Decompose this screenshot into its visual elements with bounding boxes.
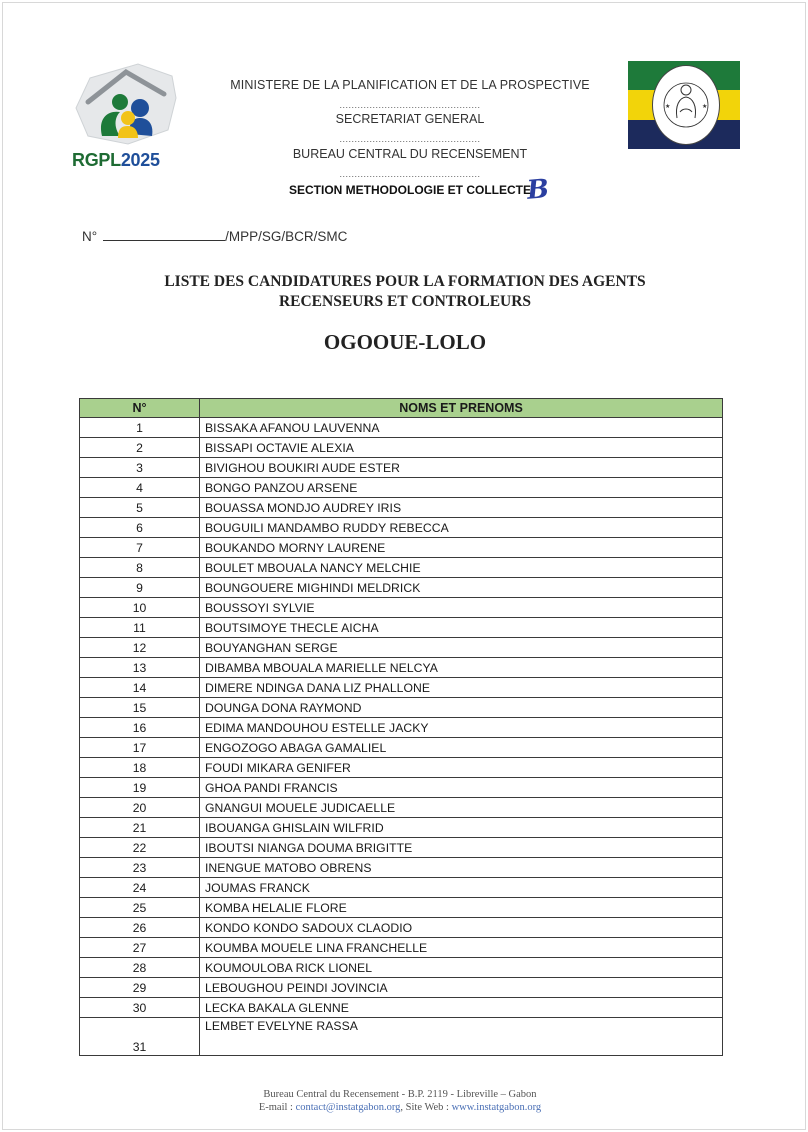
svg-text:★: ★ <box>702 104 708 110</box>
candidate-name: BOULET MBOUALA NANCY MELCHIE <box>200 558 723 578</box>
candidate-name: KONDO KONDO SADOUX CLAODIO <box>200 918 723 938</box>
handwritten-signature-mark: B <box>525 174 551 206</box>
table-row <box>80 538 723 558</box>
row-number: 13 <box>80 658 200 678</box>
table-header-row <box>80 399 723 418</box>
table-row <box>80 458 723 478</box>
row-number: 11 <box>80 618 200 638</box>
candidate-name: DIBAMBA MBOUALA MARIELLE NELCYA <box>200 658 723 678</box>
table-row <box>80 1018 723 1056</box>
row-number: 22 <box>80 838 200 858</box>
table-row <box>80 998 723 1018</box>
candidate-name: GNANGUI MOUELE JUDICAELLE <box>200 798 723 818</box>
table-row <box>80 478 723 498</box>
candidate-name: KOMBA HELALIE FLORE <box>200 898 723 918</box>
table-row <box>80 878 723 898</box>
ministry-name: MINISTERE DE LA PLANIFICATION ET DE LA PROSPECTIVE <box>230 78 590 92</box>
row-number: 30 <box>80 998 200 1018</box>
row-number: 24 <box>80 878 200 898</box>
candidate-name: IBOUANGA GHISLAIN WILFRID <box>200 818 723 838</box>
table-row <box>80 938 723 958</box>
candidate-name: BOUGUILI MANDAMBO RUDDY REBECCA <box>200 518 723 538</box>
candidate-name: KOUMOULOBA RICK LIONEL <box>200 958 723 978</box>
candidate-name: BOUYANGHAN SERGE <box>200 638 723 658</box>
table-row <box>80 698 723 718</box>
row-number: 9 <box>80 578 200 598</box>
candidate-name: EDIMA MANDOUHOU ESTELLE JACKY <box>200 718 723 738</box>
row-number: 25 <box>80 898 200 918</box>
column-header-names: NOMS ET PRENOMS <box>200 399 723 418</box>
row-number: 5 <box>80 498 200 518</box>
reference-number: N° /MPP/SG/BCR/SMC <box>82 229 348 244</box>
row-number: 4 <box>80 478 200 498</box>
candidate-name: INENGUE MATOBO OBRENS <box>200 858 723 878</box>
ministry-header <box>210 76 610 206</box>
table-row <box>80 818 723 838</box>
gabon-republic-emblem <box>628 61 740 149</box>
table-row <box>80 638 723 658</box>
table-row <box>80 598 723 618</box>
table-row <box>80 438 723 458</box>
table-row <box>80 858 723 878</box>
candidate-name: BONGO PANZOU ARSENE <box>200 478 723 498</box>
row-number: 2 <box>80 438 200 458</box>
table-row <box>80 618 723 638</box>
separator-dots: ............................................... <box>339 134 481 144</box>
table-row <box>80 518 723 538</box>
candidate-name: KOUMBA MOUELE LINA FRANCHELLE <box>200 938 723 958</box>
table-row <box>80 778 723 798</box>
candidate-name: BOUKANDO MORNY LAURENE <box>200 538 723 558</box>
candidate-name: JOUMAS FRANCK <box>200 878 723 898</box>
row-number: 28 <box>80 958 200 978</box>
candidate-name: BISSAPI OCTAVIE ALEXIA <box>200 438 723 458</box>
table-row <box>80 898 723 918</box>
footer-contact: E-mail : contact@instatgabon.org, Site Web : www.instatgabon.org <box>258 1102 542 1113</box>
table-row <box>80 658 723 678</box>
row-number: 29 <box>80 978 200 998</box>
table-row <box>80 978 723 998</box>
table-row <box>80 758 723 778</box>
candidate-name: BISSAKA AFANOU LAUVENNA <box>200 418 723 438</box>
table-row <box>80 958 723 978</box>
candidate-name: BOUNGOUERE MIGHINDI MELDRICK <box>200 578 723 598</box>
bureau-name: BUREAU CENTRAL DU RECENSEMENT <box>292 147 528 161</box>
table-row <box>80 798 723 818</box>
table-row <box>80 718 723 738</box>
candidate-name: DOUNGA DONA RAYMOND <box>200 698 723 718</box>
candidate-name: ENGOZOGO ABAGA GAMALIEL <box>200 738 723 758</box>
row-number: 7 <box>80 538 200 558</box>
row-number: 3 <box>80 458 200 478</box>
table-row <box>80 418 723 438</box>
row-number: 18 <box>80 758 200 778</box>
table-row <box>80 918 723 938</box>
row-number: 21 <box>80 818 200 838</box>
candidate-name: FOUDI MIKARA GENIFER <box>200 758 723 778</box>
candidate-name: BOUASSA MONDJO AUDREY IRIS <box>200 498 723 518</box>
footer-address: Bureau Central du Recensement - B.P. 2119 - Libreville – Gabon <box>263 1089 537 1100</box>
table-row <box>80 558 723 578</box>
row-number: 15 <box>80 698 200 718</box>
candidate-name: GHOA PANDI FRANCIS <box>200 778 723 798</box>
candidate-name: LEMBET EVELYNE RASSA <box>200 1018 723 1056</box>
separator-dots: ............................................... <box>339 100 481 110</box>
page-footer <box>200 1088 600 1114</box>
row-number: 20 <box>80 798 200 818</box>
candidate-name: LEBOUGHOU PEINDI JOVINCIA <box>200 978 723 998</box>
table-row <box>80 578 723 598</box>
column-header-number: N° <box>80 399 200 418</box>
candidate-name: IBOUTSI NIANGA DOUMA BRIGITTE <box>200 838 723 858</box>
svg-text:★: ★ <box>665 104 671 110</box>
rgpl-logo <box>68 58 188 176</box>
table-row <box>80 738 723 758</box>
candidate-name: BOUTSIMOYE THECLE AICHA <box>200 618 723 638</box>
row-number: 31 <box>80 1018 200 1056</box>
reference-blank-line <box>103 228 225 241</box>
candidate-name: DIMERE NDINGA DANA LIZ PHALLONE <box>200 678 723 698</box>
row-number: 19 <box>80 778 200 798</box>
email-link[interactable]: contact@instatgabon.org <box>295 1102 401 1113</box>
rgpl-logo-text: RGPL2025 <box>72 150 160 170</box>
candidate-name: BIVIGHOU BOUKIRI AUDE ESTER <box>200 458 723 478</box>
region-title: OGOOUE-LOLO <box>323 330 487 354</box>
republic-seal-icon <box>652 65 720 145</box>
row-number: 12 <box>80 638 200 658</box>
row-number: 6 <box>80 518 200 538</box>
row-number: 17 <box>80 738 200 758</box>
separator-dots: ............................................... <box>339 169 481 179</box>
row-number: 10 <box>80 598 200 618</box>
row-number: 8 <box>80 558 200 578</box>
row-number: 16 <box>80 718 200 738</box>
row-number: 27 <box>80 938 200 958</box>
table-row <box>80 678 723 698</box>
candidate-name: LECKA BAKALA GLENNE <box>200 998 723 1018</box>
website-link[interactable]: www.instatgabon.org <box>451 1102 542 1113</box>
row-number: 23 <box>80 858 200 878</box>
row-number: 26 <box>80 918 200 938</box>
document-title: LISTE DES CANDIDATURES POUR LA FORMATION DES AGENTS RECENSEURS ET CONTROLEURS <box>164 273 646 310</box>
census-house-icon <box>68 58 188 150</box>
row-number: 1 <box>80 418 200 438</box>
table-row <box>80 838 723 858</box>
candidates-table <box>79 398 723 1056</box>
row-number: 14 <box>80 678 200 698</box>
secretariat-name: SECRETARIAT GENERAL <box>335 112 485 126</box>
table-row <box>80 498 723 518</box>
section-name: SECTION METHODOLOGIE ET COLLECTE B <box>288 174 551 206</box>
candidate-name: BOUSSOYI SYLVIE <box>200 598 723 618</box>
